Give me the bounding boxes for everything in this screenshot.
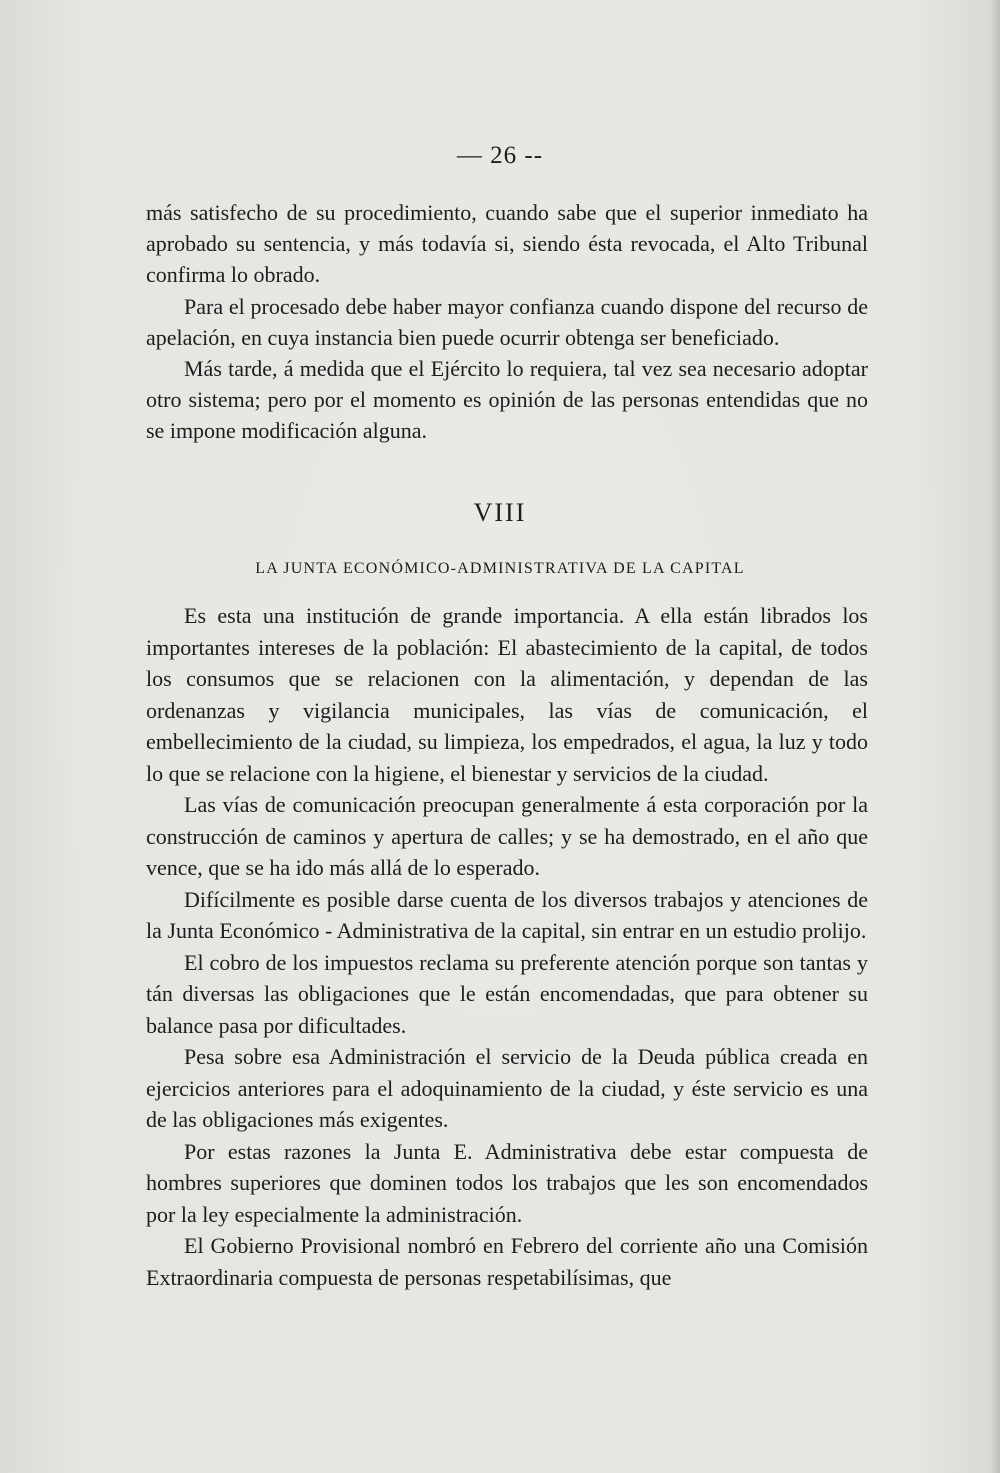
paragraph-gobierno: El Gobierno Provisional nombró en Febrero del corriente año una Comisión Extraordinaria compuesta de personas respetabilísimas, que bbox=[146, 1233, 868, 1290]
paragraph-deuda: Pesa sobre esa Administración el servicio de la Deuda pública creada en ejercicios anteriores para el adoquinamiento de la ciudad, y éste servicio es una de las obligaciones más exigentes. bbox=[146, 1044, 868, 1132]
paragraph-ejercito: Más tarde, á medida que el Ejército lo requiera, tal vez sea necesario adoptar otro sistema; pero por el momento es opinión de las personas entendidas que no se impone modificación alguna. bbox=[146, 356, 868, 444]
paragraph-impuestos: El cobro de los impuestos reclama su preferente atención porque son tantas y tán diversas las obligaciones que le están encomendadas, que para obtener su balance pasa por dificultades. bbox=[146, 949, 868, 1038]
paragraph-razones: Por estas razones la Junta E. Administrativa debe estar compuesta de hombres superiores que dominen todos los trabajos que les son encomendados por la ley especialmente la administración. bbox=[146, 1138, 868, 1227]
paragraph-continuation: más satisfecho de su procedimiento, cuando sabe que el superior inmediato ha aprobado su sentencia, y más todavía si, siendo ésta revocada, el Alto Tribunal confirma lo obrado. bbox=[146, 200, 868, 288]
section-title: LA JUNTA ECONÓMICO-ADMINISTRATIVA DE LA CAPITAL bbox=[255, 560, 745, 577]
section-text-block bbox=[146, 600, 868, 1293]
paragraph-vias: Las vías de comunicación preocupan generalmente á esta corporación por la construcción de caminos y apertura de calles; y se ha demostrado, en el año que vence, que se ha ido más allá de lo esperado. bbox=[146, 792, 868, 880]
intro-text-block bbox=[146, 197, 868, 447]
page-number: — 26 -- bbox=[456, 142, 544, 169]
page-edge-shadow bbox=[990, 0, 1000, 1473]
paragraph-institucion: Es esta una institución de grande importancia. A ella están librados los importantes intereses de la población: El abastecimiento de la capital, de todos los consumos que se relacionen con la alimentación, y dependan de las ordenanzas y vigilancia municipales, las vías de comunicación, el embellecimiento de la ciudad, su limpieza, los empedrados, el agua, la luz y todo lo que se relacione con la higiene, el bienestar y servicios de la ciudad. bbox=[146, 603, 868, 786]
paragraph-trabajos: Difícilmente es posible darse cuenta de los diversos trabajos y atenciones de la Junta Económico - Administrativa de la capital, sin entrar en un estudio prolijo. bbox=[146, 886, 868, 943]
section-number: VIII bbox=[473, 498, 527, 527]
paragraph-apelacion: Para el procesado debe haber mayor confianza cuando dispone del recurso de apelación, en cuya instancia bien puede ocurrir obtenga ser beneficiado. bbox=[146, 293, 868, 350]
